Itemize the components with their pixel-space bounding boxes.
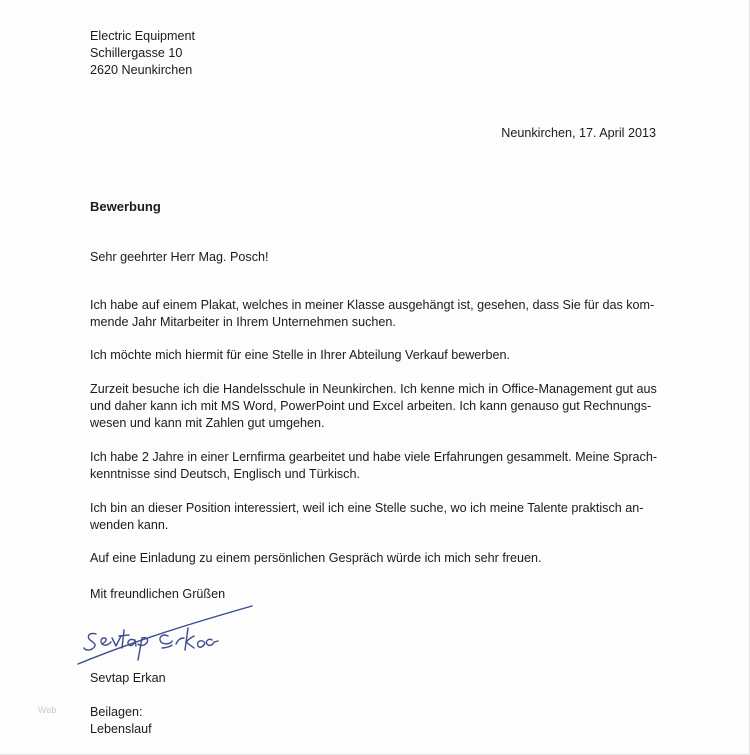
paragraph-5 [90,500,660,534]
signer-name: Sevtap Erkan [90,671,166,685]
subject: Bewerbung [90,199,161,214]
paragraph-2 [90,347,660,364]
paragraph-3 [90,381,660,432]
date-line: Neunkirchen, 17. April 2013 [501,126,656,140]
attachments-label: Beilagen: [90,705,143,719]
handwritten-signature [76,600,256,670]
paragraph-6 [90,550,660,567]
paragraph-line: und daher kann ich mit MS Word, PowerPoint und Excel arbeiten. Ich kann genauso gut Rechnungs- [90,399,652,413]
sender-city: 2620 Neunkirchen [90,63,193,77]
salutation: Sehr geehrter Herr Mag. Posch! [90,250,269,264]
paragraph-line: Auf eine Einladung zu einem persönlichen Gespräch würde ich mich sehr freuen. [90,551,542,565]
paragraph-line: Ich habe 2 Jahre in einer Lernfirma gearbeitet und habe viele Erfahrungen gesammelt. Meine Sprach- [90,450,658,464]
paragraph-line: Zurzeit besuche ich die Handelsschule in Neunkirchen. Ich kenne mich in Office-Management gut aus [90,382,657,396]
closing: Mit freundlichen Grüßen [90,587,226,601]
paragraph-line: wenden kann. [90,518,169,532]
paragraph-line: Ich habe auf einem Plakat, welches in meiner Klasse ausgehängt ist, gesehen, dass Sie für das kom- [90,298,655,312]
paragraph-line: Ich möchte mich hiermit für eine Stelle in Ihrer Abteilung Verkauf bewerben. [90,348,511,362]
paragraph-4 [90,449,660,483]
signature-text: Sevtap Erkan [76,600,83,601]
paragraph-line: mende Jahr Mitarbeiter in Ihrem Unternehmen suchen. [90,315,396,329]
paragraph-line: wesen und kann mit Zahlen gut umgehen. [90,416,325,430]
watermark: Web [38,705,57,715]
paragraph-line: Ich bin an dieser Position interessiert, weil ich eine Stelle suche, wo ich meine Talente praktisch an- [90,501,644,515]
paragraph-1 [90,297,660,331]
paragraph-line: kenntnisse sind Deutsch, Englisch und Türkisch. [90,467,360,481]
sender-name: Electric Equipment [90,29,195,43]
sender-street: Schillergasse 10 [90,46,183,60]
attachment-item: Lebenslauf [90,722,152,736]
